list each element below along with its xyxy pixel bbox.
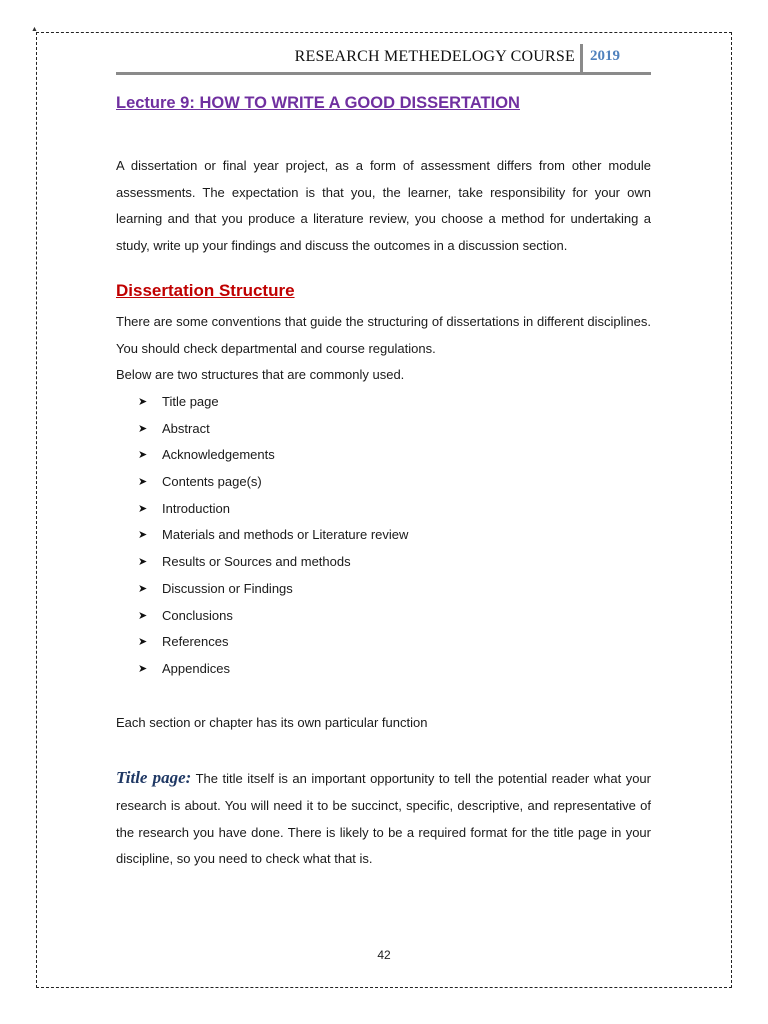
list-item-label: Conclusions <box>162 607 233 623</box>
list-item-label: Materials and methods or Literature review <box>162 527 409 543</box>
list-item <box>138 522 651 549</box>
arrowhead-bullet-icon: ➤ <box>138 636 148 649</box>
list-item <box>138 469 651 496</box>
list-item <box>138 603 651 630</box>
list-intro: Below are two structures that are commonly used. <box>116 367 405 383</box>
list-item-label: Acknowledgements <box>162 447 275 463</box>
list-item-label: Abstract <box>162 420 210 436</box>
list-item <box>138 389 651 416</box>
list-item <box>138 442 651 469</box>
list-item <box>138 496 651 523</box>
list-item <box>138 549 651 576</box>
list-item-label: References <box>162 634 229 650</box>
header-rule <box>116 72 651 75</box>
list-item-label: Contents page(s) <box>162 474 262 490</box>
list-item-label: Discussion or Findings <box>162 580 293 596</box>
header-year: 2019 <box>590 48 620 64</box>
intro-paragraph: A dissertation or final year project, as a form of assessment differs from other module assessments. The expectation is that you, the learner, take responsibility for your own learning and that you produce a literature review, you choose a method for undertaking a study, write up your findings and discuss the outcomes in a discussion section. <box>116 158 651 254</box>
title-page-run-in: Title page: <box>116 768 192 788</box>
arrowhead-bullet-icon: ➤ <box>138 395 148 408</box>
closing-line: Each section or chapter has its own particular function <box>116 714 428 730</box>
arrowhead-bullet-icon: ➤ <box>138 609 148 622</box>
page-header <box>116 44 651 74</box>
list-item <box>138 656 651 683</box>
structure-list <box>116 389 651 683</box>
lecture-title: Lecture 9: HOW TO WRITE A GOOD DISSERTATION <box>116 94 520 112</box>
arrowhead-bullet-icon: ➤ <box>138 449 148 462</box>
title-page-paragraph <box>116 765 651 873</box>
page-content <box>116 92 651 873</box>
arrowhead-bullet-icon: ➤ <box>138 662 148 675</box>
section-title: Dissertation Structure <box>116 280 295 300</box>
title-page-text: The title itself is an important opportunity to tell the potential reader what your research is about. You will need it to be succinct, specific, descriptive, and representative of the research you have done. There is likely to be a required format for the title page in your discipline, so you need to check what that is. <box>116 771 651 867</box>
list-item <box>138 416 651 443</box>
list-item <box>138 576 651 603</box>
list-item-label: Title page <box>162 393 219 409</box>
header-title: RESEARCH METHEDELOGY COURSE <box>294 48 575 65</box>
list-item-label: Appendices <box>162 660 230 676</box>
arrowhead-bullet-icon: ➤ <box>138 476 148 489</box>
corner-mark-icon: ▲ <box>31 26 38 33</box>
arrowhead-bullet-icon: ➤ <box>138 422 148 435</box>
structure-paragraph: There are some conventions that guide the structuring of dissertations in different disciplines. You should check departmental and course regulations. <box>116 313 651 356</box>
list-item-label: Results or Sources and methods <box>162 554 351 570</box>
list-item-label: Introduction <box>162 500 230 516</box>
list-item <box>138 629 651 656</box>
arrowhead-bullet-icon: ➤ <box>138 582 148 595</box>
arrowhead-bullet-icon: ➤ <box>138 502 148 515</box>
header-divider <box>580 44 583 72</box>
arrowhead-bullet-icon: ➤ <box>138 556 148 569</box>
arrowhead-bullet-icon: ➤ <box>138 529 148 542</box>
page-number: 42 <box>377 948 391 962</box>
